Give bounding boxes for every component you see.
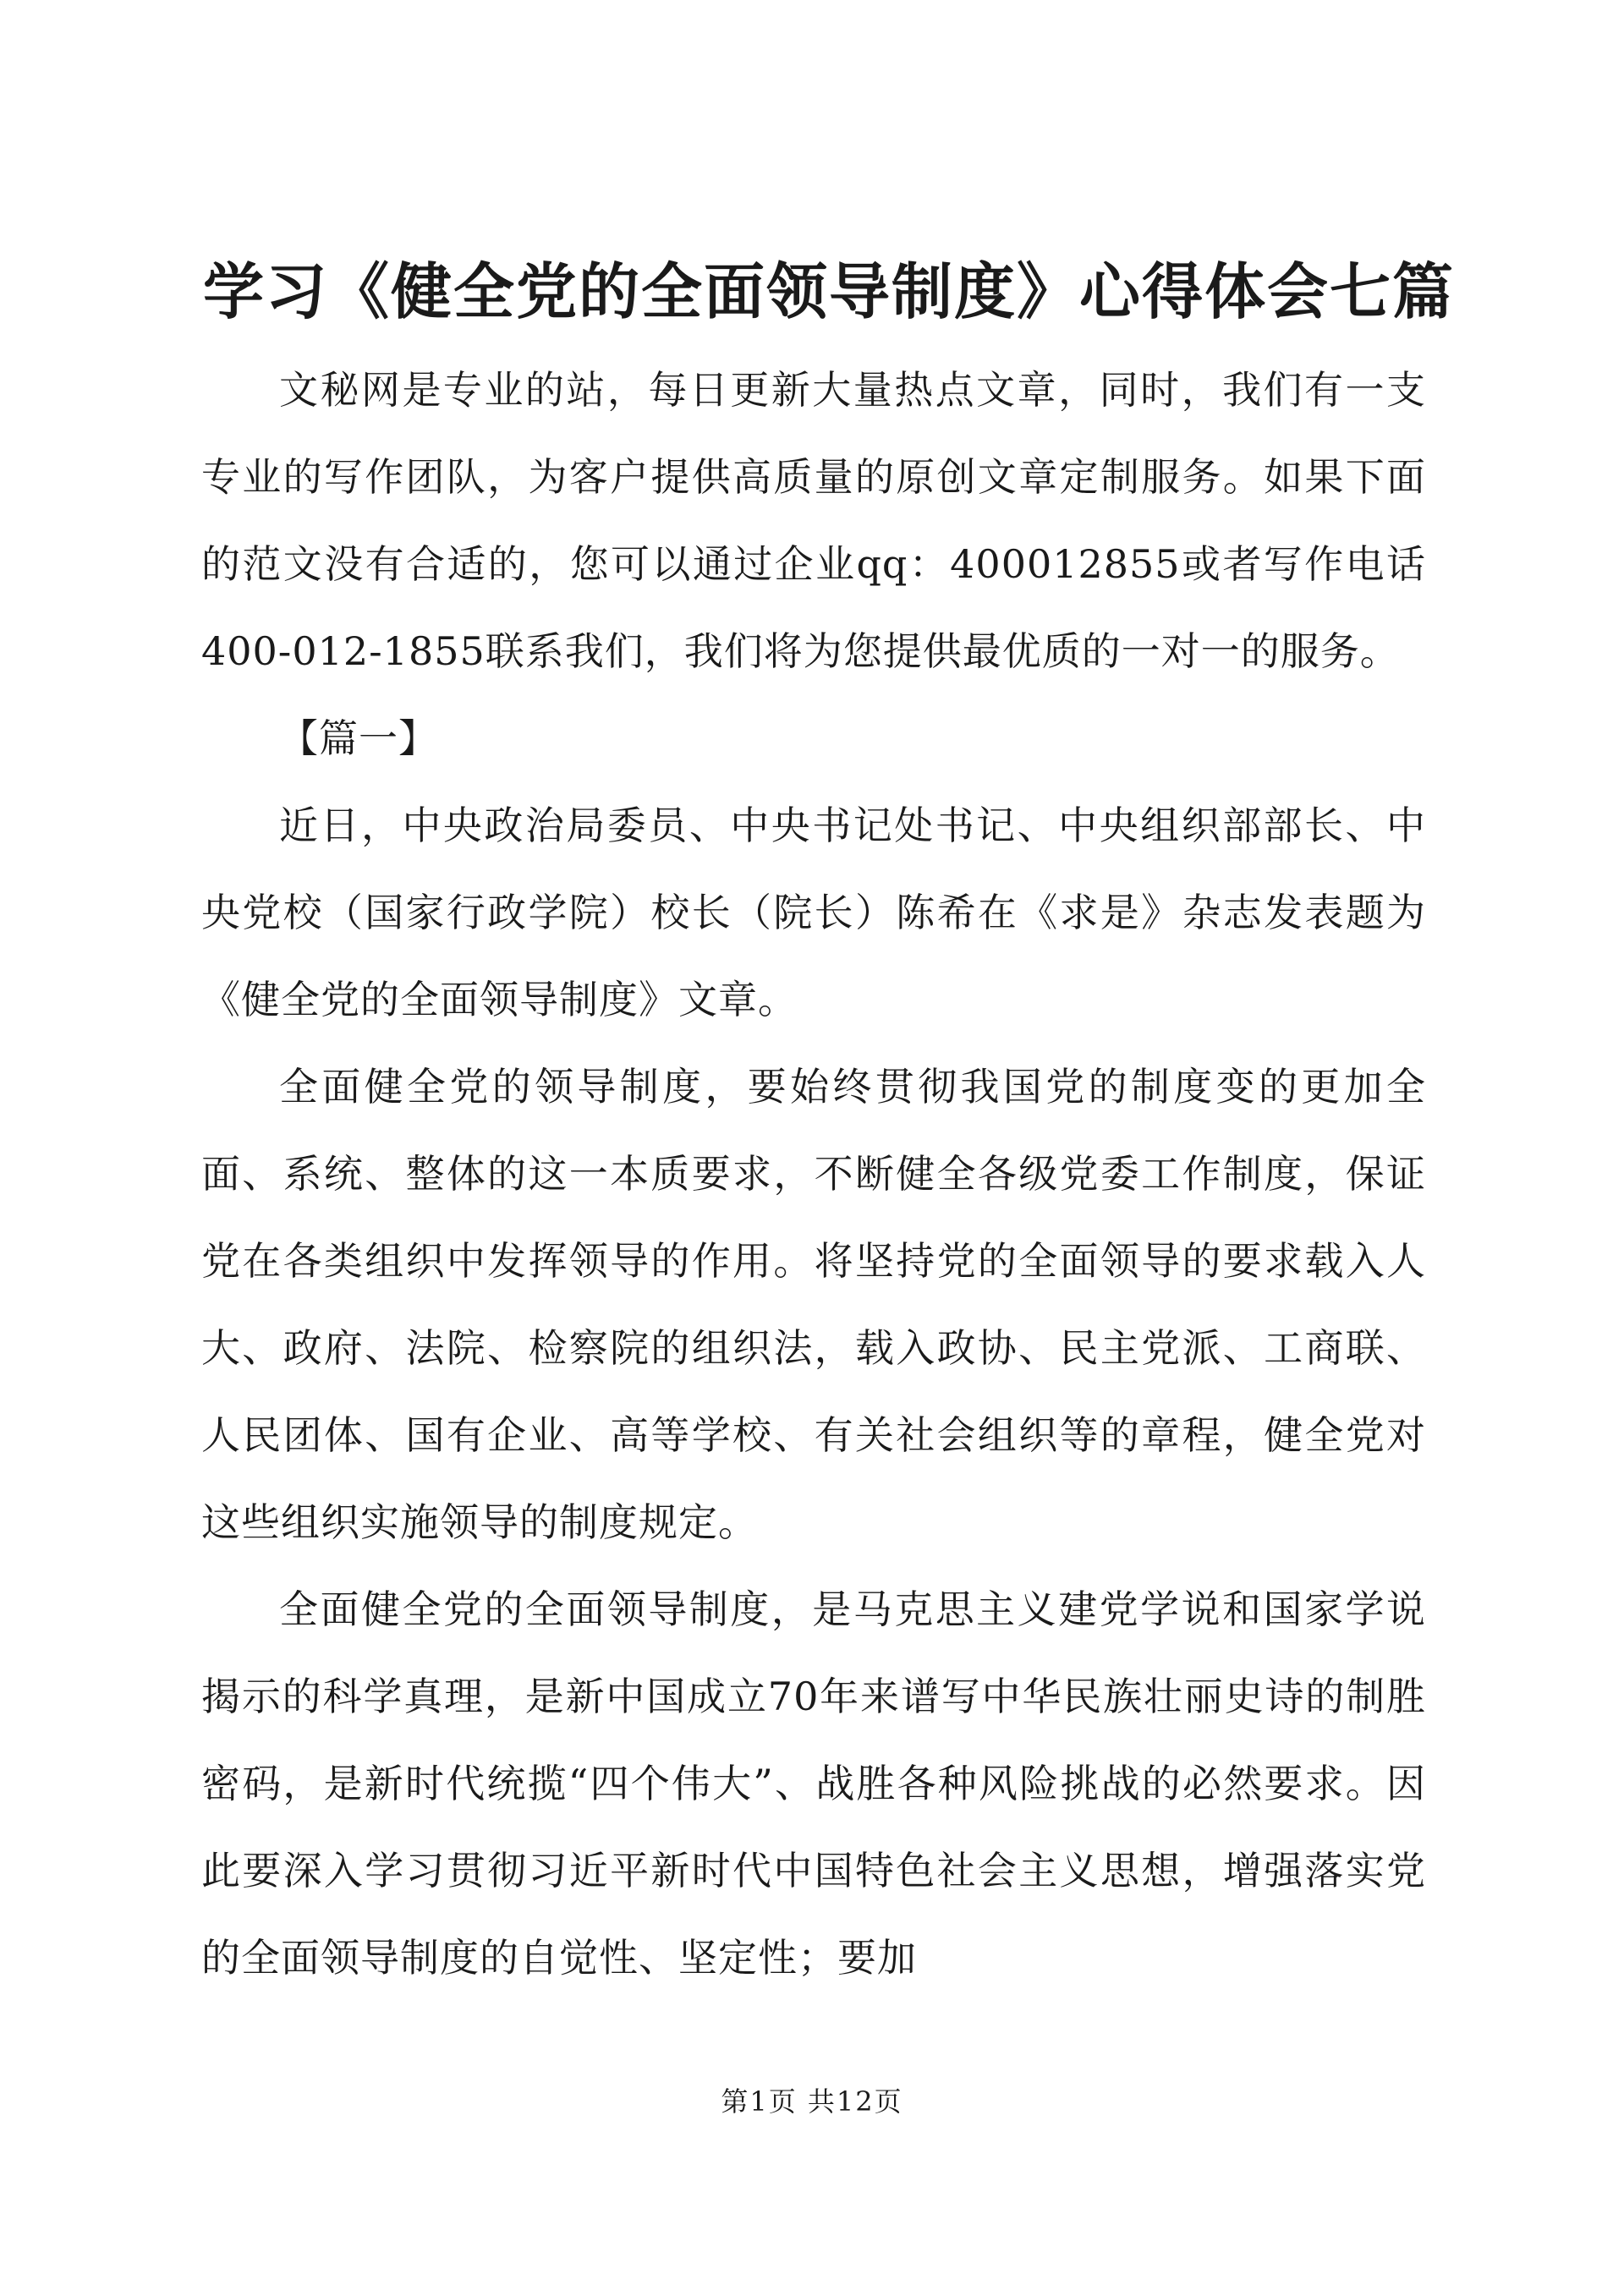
body-paragraph: 近日，中央政治局委员、中央书记处书记、中央组织部部长、中央党校（国家行政学院）校长（院长）陈希在《求是》杂志发表题为《健全党的全面领导制度》文章。	[201, 803, 1426, 1022]
document-body	[201, 347, 1426, 2002]
body-paragraph: 全面健全党的全面领导制度，是马克思主义建党学说和国家学说揭示的科学真理，是新中国成立70年来谱写中华民族壮丽史诗的制胜密码，是新时代统揽“四个伟大”、战胜各种风险挑战的必然要求。因此要深入学习贯彻习近平新时代中国特色社会主义思想，增强落实党的全面领导制度的自觉性、坚定性；要加	[201, 1586, 1426, 1981]
intro-paragraph: 文秘网是专业的站，每日更新大量热点文章，同时，我们有一支专业的写作团队，为客户提供高质量的原创文章定制服务。如果下面的范文没有合适的，您可以通过企业qq：400012855或者写作电话400-012-1855联系我们，我们将为您提供最优质的一对一的服务。	[201, 367, 1426, 674]
page-footer: 第1页 共12页	[721, 2085, 903, 2118]
document-title: 学习《健全党的全面领导制度》心得体会七篇	[203, 255, 1456, 327]
section-heading: 【篇一】	[279, 715, 438, 761]
body-paragraph: 全面健全党的领导制度，要始终贯彻我国党的制度变的更加全面、系统、整体的这一本质要求，不断健全各级党委工作制度，保证党在各类组织中发挥领导的作用。将坚持党的全面领导的要求载入人大、政府、法院、检察院的组织法，载入政协、民主党派、工商联、人民团体、国有企业、高等学校、有关社会组织等的章程，健全党对这些组织实施领导的制度规定。	[201, 1064, 1426, 1545]
